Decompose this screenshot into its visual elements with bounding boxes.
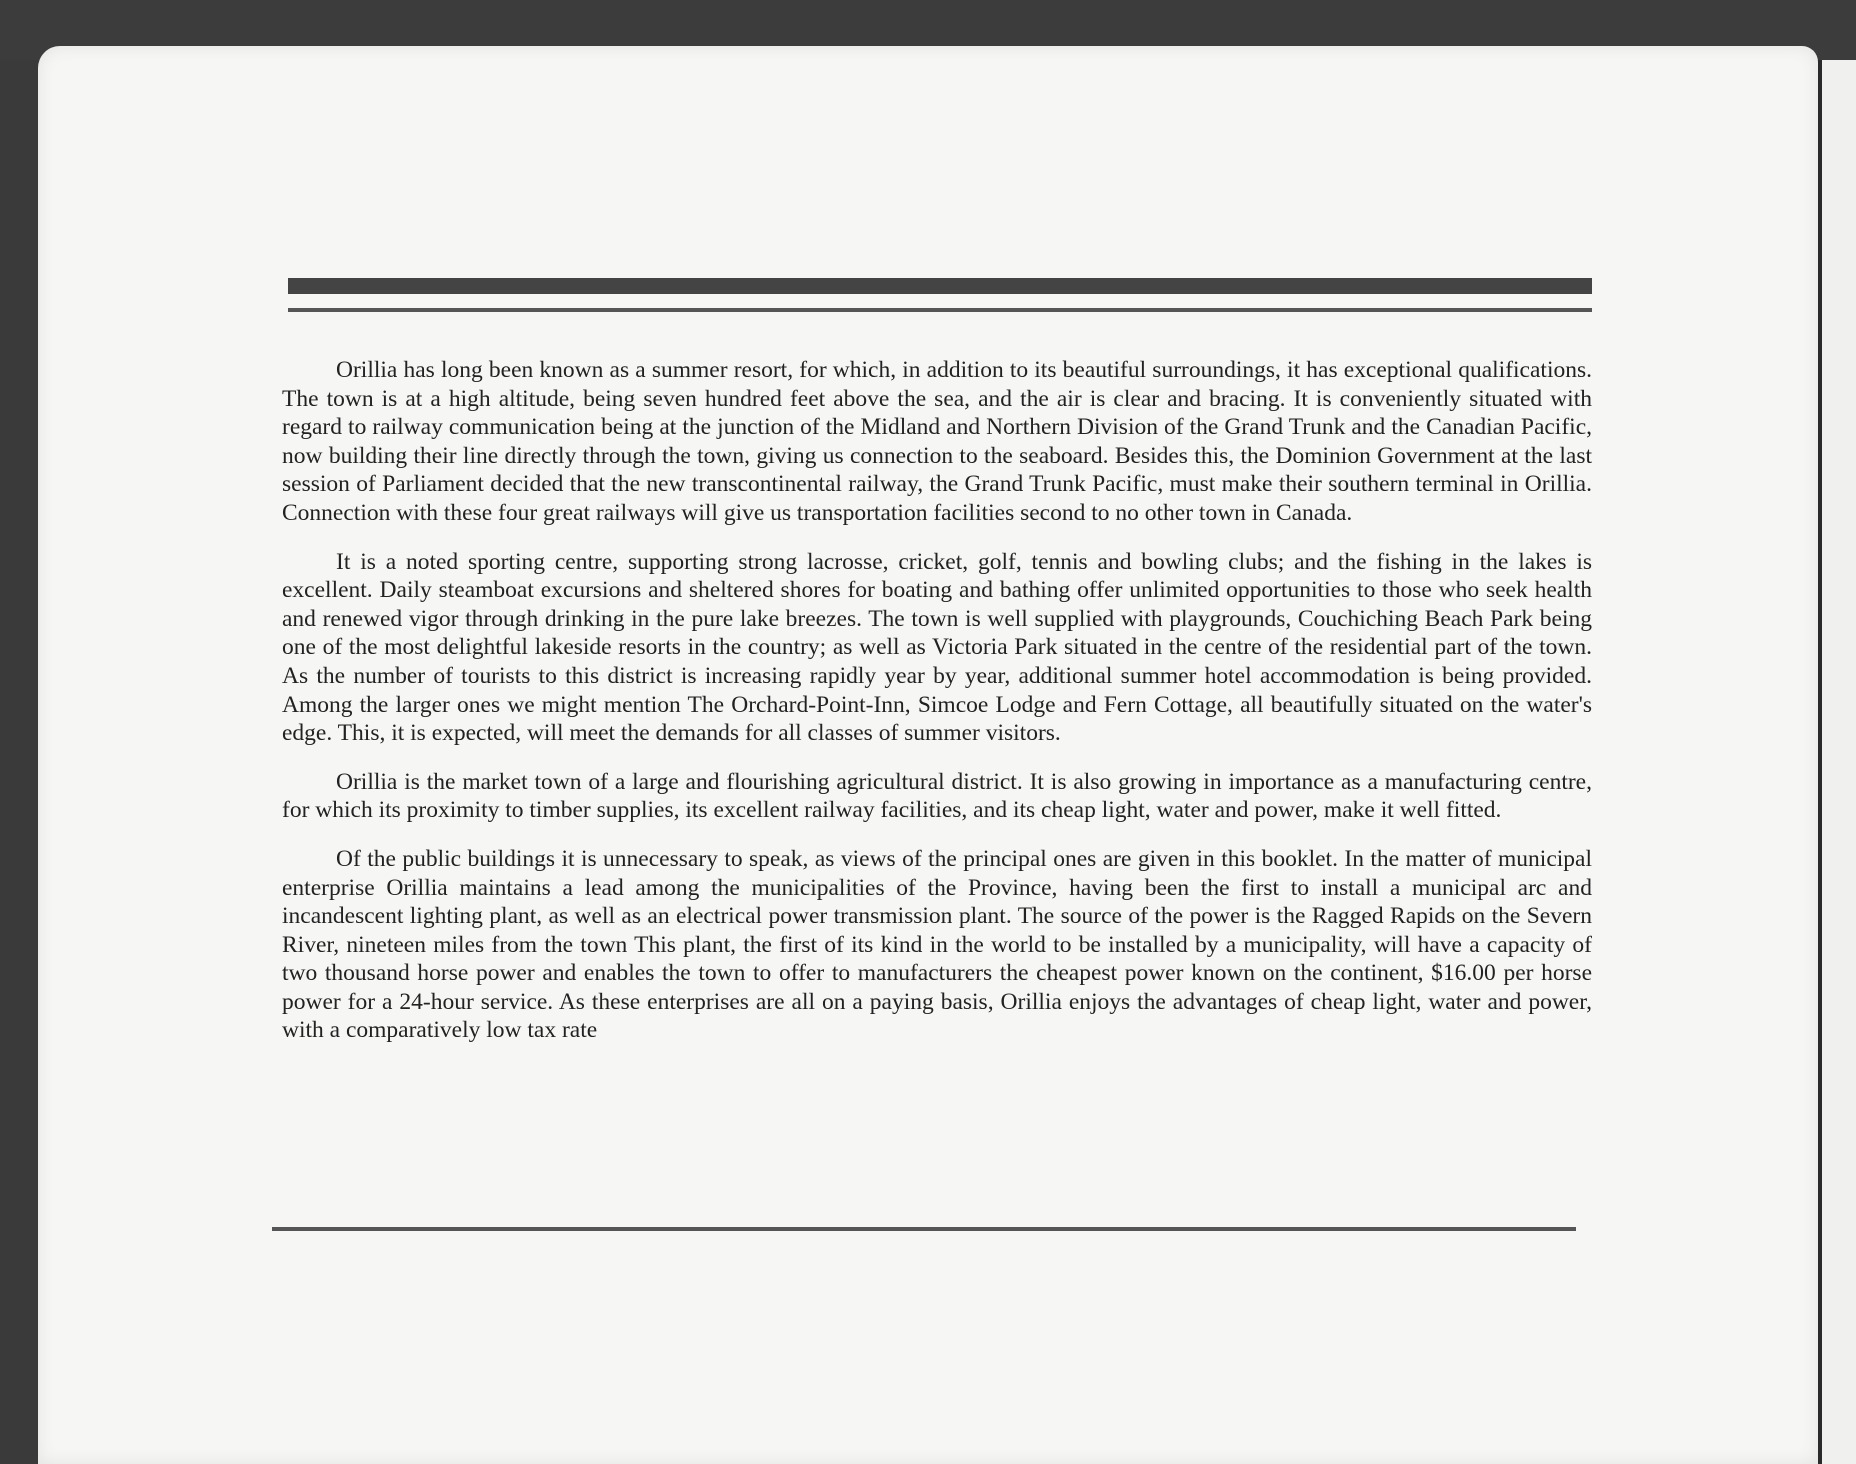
paragraph-resort: Orillia has long been known as a summer resort, for which, in addition to its beautiful surroundings, it has exceptional qualifications. The town is at a high altitude, being seven hundred feet above the sea, and the air is clear and bracing. It is conveniently situated with regard to railway communication being at the junction of the Midland and Northern Division of the Grand Trunk and the Canadian Pacific, now building their line directly through the town, giving us connection to the seaboard. Besides this, the Dominion Government at the last session of Parliament decided that the new transcontinental railway, the Grand Trunk Pacific, must make their southern terminal in Orillia. Connection with these four great railways will give us transportation facilities second to no other town in Canada. [282, 357, 1592, 526]
top-thin-rule [288, 308, 1592, 312]
adjacent-page-edge [1818, 60, 1856, 1464]
paragraph-sporting: It is a noted sporting centre, supporting strong lacrosse, cricket, golf, tennis and bowling clubs; and the fishing in the lakes is excellent. Daily steamboat excursions and sheltered shores for boating and bathing offer unlimited opportunities to those who seek health and renewed vigor through drinking in the pure lake breezes. The town is well supplied with playgrounds, Couchiching Beach Park being one of the most delightful lakeside resorts in the country; as well as Victoria Park situated in the centre of the residential part of the town. As the number of tourists to this district is increasing rapidly year by year, additional summer hotel accommodation is being provided. Among the larger ones we might mention The Orchard-Point-Inn, Simcoe Lodge and Fern Cottage, all beautifully situated on the water's edge. This, it is expected, will meet the demands for all classes of summer visitors. [282, 548, 1592, 747]
paragraph-public-buildings: Of the public buildings it is unnecessary to speak, as views of the principal ones are given in this booklet. In the matter of municipal enterprise Orillia maintains a lead among the municipalities of the Province, having been the first to install a municipal arc and incandescent lighting plant, as well as an electrical power transmission plant. The source of the power is the Ragged Rapids on the Severn River, nineteen miles from the town This plant, the first of its kind in the world to be installed by a municipality, will have a capacity of two thousand horse power and enables the town to offer to manufacturers the cheapest power known on the continent, $16.00 per horse power for a 24-hour service. As these enterprises are all on a paying basis, Orillia enjoys the advantages of cheap light, water and power, with a comparatively low tax rate [282, 845, 1592, 1044]
paragraph-market: Orillia is the market town of a large and flourishing agricultural district. It is also growing in importance as a manufacturing centre, for which its proximity to timber supplies, its excellent railway facilities, and its cheap light, water and power, make it well fitted. [282, 768, 1592, 824]
top-thick-rule [288, 278, 1592, 294]
body-text [282, 356, 1592, 1065]
bottom-rule [272, 1227, 1576, 1231]
